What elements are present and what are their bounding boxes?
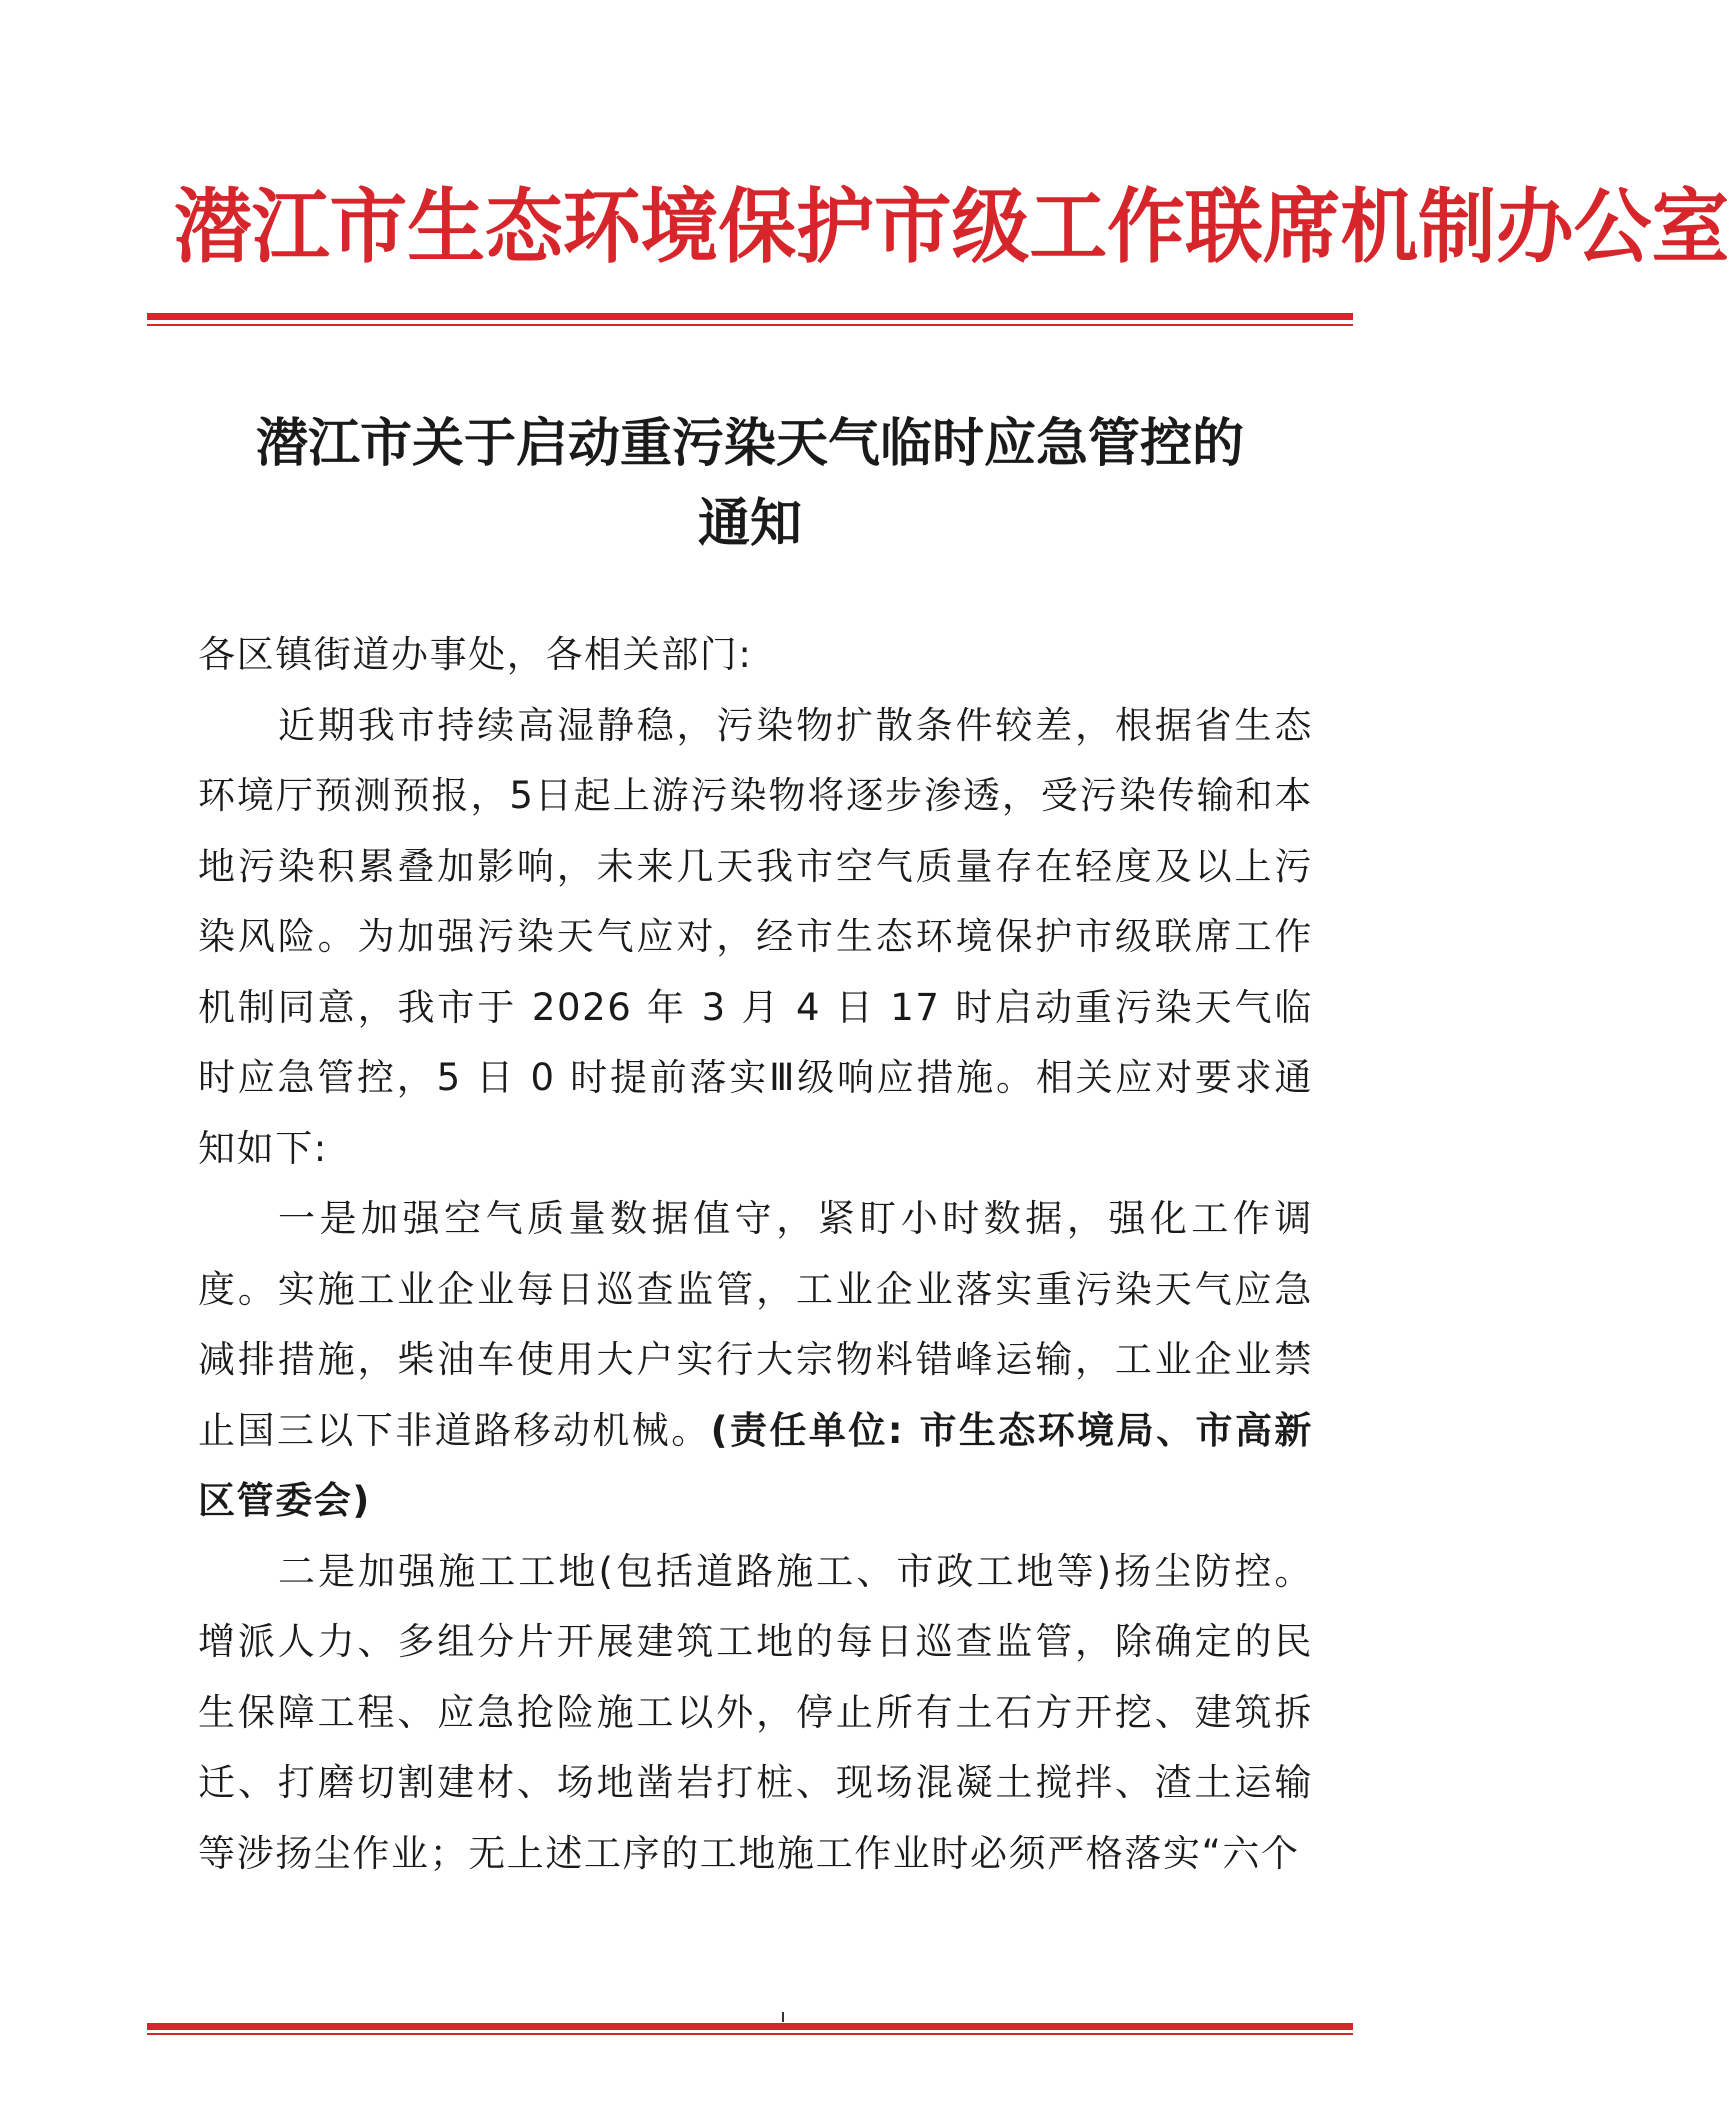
red-footer-rule (147, 2023, 1353, 2035)
paragraph-2 (198, 1184, 1313, 1537)
red-header-rule (147, 313, 1353, 326)
title-line-2: 通知 (697, 493, 802, 554)
document-body (198, 620, 1313, 1889)
title-line-1: 潜江市关于启动重污染天气临时应急管控的 (255, 413, 1244, 474)
paragraph-3: 二是加强施工工地(包括道路施工、市政工地等)扬尘防控。增派人力、多组分片开展建筑工地的每日巡查监管，除确定的民生保障工程、应急抢险施工以外，停止所有土石方开挖、建筑拆迁、打磨切割建材、场地凿岩打桩、现场混凝土搅拌、渣土运输等涉扬尘作业；无上述工序的工地施工作业时必须严格落实“六个 (198, 1549, 1313, 1875)
responsible-units: (责任单位: 市生态环境局、市高新区管委会) (198, 1408, 1313, 1522)
salutation: 各区镇街道办事处，各相关部门: (198, 633, 753, 676)
document-title (150, 404, 1350, 564)
paragraph-2-text: 一是加强空气质量数据值守，紧盯小时数据，强化工作调度。实施工业企业每日巡查监管，工业企业落实重污染天气应急减排措施，柴油车使用大户实行大宗物料错峰运输，工业企业禁止国三以下非道路移动机械。 (198, 1197, 1313, 1452)
paragraph-1: 近期我市持续高湿静稳，污染物扩散条件较差，根据省生态环境厅预测预报，5日起上游污染物将逐步渗透，受污染传输和本地污染积累叠加影响，未来几天我市空气质量存在轻度及以上污染风险。为加强污染天气应对，经市生态环境保护市级联席工作机制同意，我市于 2026 年 3 月 4 日 17 时启动重污染天气临时应急管控，5 日 0 时提前落实Ⅲ级响应措施。相关应对要求通知如下: (198, 703, 1313, 1170)
red-header-org-name: 潜江市生态环境保护市级工作联席机制办公室 (174, 181, 1729, 275)
page-marker (782, 2012, 784, 2022)
